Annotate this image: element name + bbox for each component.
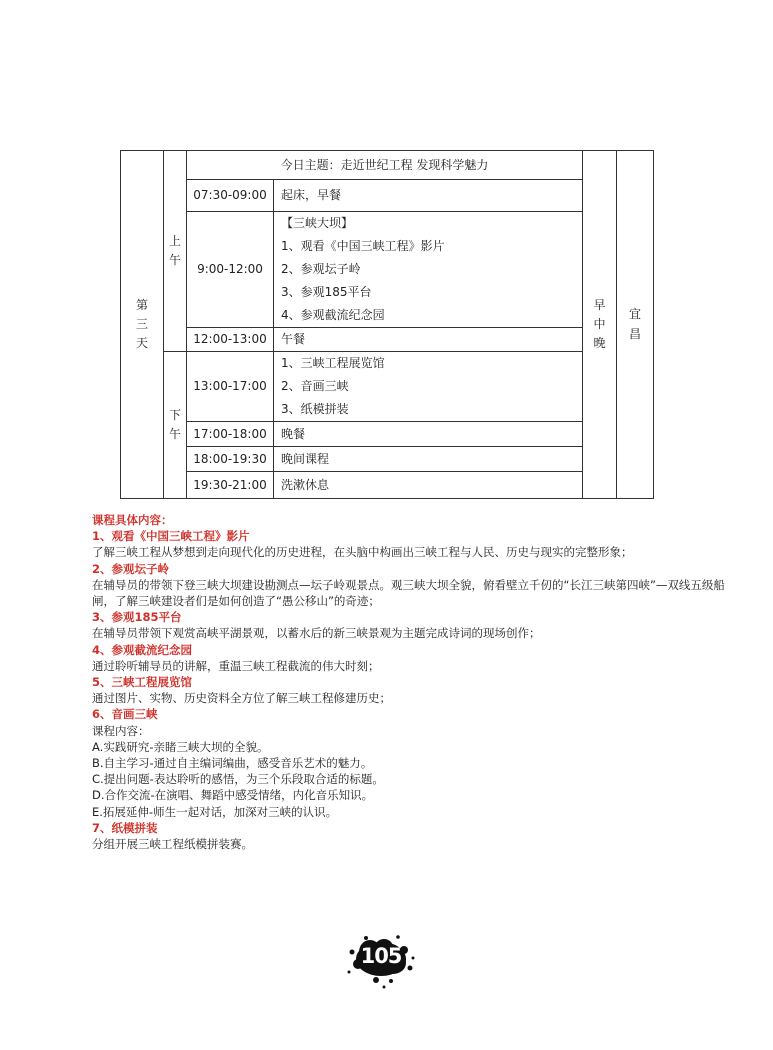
meal-label: 早中晚 (593, 297, 606, 351)
section-text: 通过图片、实物、历史资料全方位了解三峡工程修建历史； (92, 691, 391, 706)
activity-cell (274, 328, 583, 352)
section-text: 通过聆听辅导员的讲解，重温三峡工程截流的伟大时刻； (92, 658, 380, 673)
time-cell: 13:00-17:00 (187, 352, 274, 422)
activity-cell (274, 422, 583, 447)
section-text: 了解三峡工程从梦想到走向现代化的历史进程，在头脑中构画出三峡工程与人民、历史与现实的完整形象； (92, 545, 633, 560)
list-item: C.提出问题-表达聆听的感悟，为三个乐段取合适的标题。 (92, 772, 384, 787)
course-content (92, 512, 732, 852)
time-cell: 07:30-09:00 (187, 180, 274, 212)
meal-cell (583, 151, 617, 499)
morning-cell (164, 151, 187, 352)
content-heading: 课程具体内容： (92, 513, 173, 527)
activity-line: 2、参观坛子岭 (281, 262, 361, 276)
page-number-badge (346, 930, 416, 990)
section-title: 3、参观185平台 (92, 610, 182, 625)
activity-cell (274, 212, 583, 328)
time-cell: 12:00-13:00 (187, 328, 274, 352)
morning-label: 上午 (168, 233, 181, 267)
list-item: A.实践研究-亲睹三峡大坝的全貌。 (92, 739, 269, 754)
activity-line: 起床，早餐 (281, 188, 342, 202)
section-title: 7、纸模拼装 (92, 820, 158, 835)
time-cell: 18:00-19:30 (187, 447, 274, 472)
time-cell: 17:00-18:00 (187, 422, 274, 447)
section-title: 2、参观坛子岭 (92, 561, 170, 576)
section-text: 分组开展三峡工程纸模拼装赛。 (92, 837, 253, 852)
activity-line: 晚餐 (281, 426, 306, 441)
activity-line: 【三峡大坝】 (281, 216, 354, 230)
activity-line: 2、音画三峡 (281, 379, 349, 393)
activity-line: 晚间课程 (281, 451, 330, 466)
activity-line: 3、参观185平台 (281, 285, 372, 299)
activity-line: 洗漱休息 (281, 477, 330, 492)
schedule-table (120, 150, 654, 499)
activity-line: 1、观看《中国三峡工程》影片 (281, 239, 445, 253)
hotel-cell (617, 151, 654, 499)
list-item: B.自主学习-通过自主编词编曲，感受音乐艺术的魅力。 (92, 756, 373, 771)
activity-line: 3、纸模拼装 (281, 402, 349, 416)
section-text: 课程内容： (92, 723, 150, 738)
afternoon-label: 下午 (168, 407, 181, 441)
section-title: 4、参观截流纪念园 (92, 642, 193, 657)
activity-line: 4、参观截流纪念园 (281, 308, 385, 322)
activity-line: 1、三峡工程展览馆 (281, 356, 385, 370)
section-title: 5、三峡工程展览馆 (92, 675, 193, 690)
hotel-label: 宜昌 (629, 307, 642, 341)
list-item: E.拓展延伸-师生一起对话，加深对三峡的认识。 (92, 804, 338, 819)
activity-cell (274, 180, 583, 212)
activity-cell (274, 352, 583, 422)
activity-cell (274, 472, 583, 499)
topic-cell: 今日主题：走近世纪工程 发现科学魅力 (187, 151, 583, 180)
day-cell (121, 151, 164, 499)
activity-cell (274, 447, 583, 472)
section-text: 在辅导员的带领下登三峡大坝建设勘测点—坛子岭观景点。观三峡大坝全貌，俯看壁立千仞的“长江三峡第四峡”—双线五级船闸，了解三峡建设者们是如何创造了“愚公移山”的奇迹； (92, 577, 725, 609)
section-title: 6、音画三峡 (92, 707, 158, 722)
section-text: 在辅导员带领下观赏高峡平湖景观，以蓄水后的新三峡景观为主题完成诗词的现场创作； (92, 626, 541, 641)
page-number: 105 (360, 944, 402, 968)
list-item: D.合作交流-在演唱、舞蹈中感受情绪，内化音乐知识。 (92, 788, 374, 803)
afternoon-cell (164, 352, 187, 499)
time-cell: 19:30-21:00 (187, 472, 274, 499)
activity-line: 午餐 (281, 332, 306, 346)
time-cell: 9:00-12:00 (187, 212, 274, 328)
section-title: 1、观看《中国三峡工程》影片 (92, 529, 250, 544)
day-label: 第三天 (135, 297, 148, 351)
